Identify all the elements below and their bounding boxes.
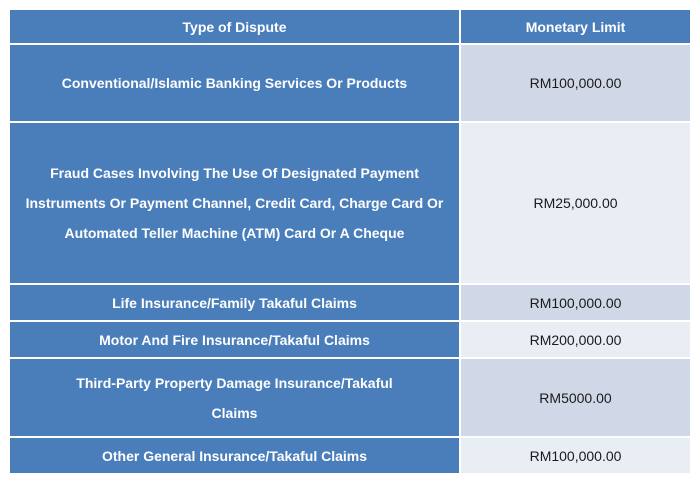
table-header-row <box>9 9 691 44</box>
table-row <box>9 321 691 358</box>
table-row <box>9 437 691 474</box>
dispute-limits-table <box>8 8 692 475</box>
table-row <box>9 358 691 437</box>
dispute-type-cell: Third-Party Property Damage Insurance/Takaful Claims <box>9 358 460 437</box>
monetary-limit-cell: RM100,000.00 <box>460 44 691 122</box>
monetary-limit-cell: RM100,000.00 <box>460 437 691 474</box>
monetary-limit-cell: RM25,000.00 <box>460 122 691 284</box>
dispute-type-cell: Fraud Cases Involving The Use Of Designated Payment Instruments Or Payment Channel, Credit Card, Charge Card Or Automated Teller Machine (ATM) Card Or A Cheque <box>9 122 460 284</box>
monetary-limit-cell: RM5000.00 <box>460 358 691 437</box>
dispute-type-cell: Conventional/Islamic Banking Services Or Products <box>9 44 460 122</box>
dispute-type-cell: Life Insurance/Family Takaful Claims <box>9 284 460 321</box>
table-row <box>9 122 691 284</box>
table-row <box>9 44 691 122</box>
table-row <box>9 284 691 321</box>
header-monetary-limit: Monetary Limit <box>460 9 691 44</box>
dispute-type-cell: Motor And Fire Insurance/Takaful Claims <box>9 321 460 358</box>
header-type-of-dispute: Type of Dispute <box>9 9 460 44</box>
dispute-type-cell: Other General Insurance/Takaful Claims <box>9 437 460 474</box>
monetary-limit-cell: RM200,000.00 <box>460 321 691 358</box>
monetary-limit-cell: RM100,000.00 <box>460 284 691 321</box>
